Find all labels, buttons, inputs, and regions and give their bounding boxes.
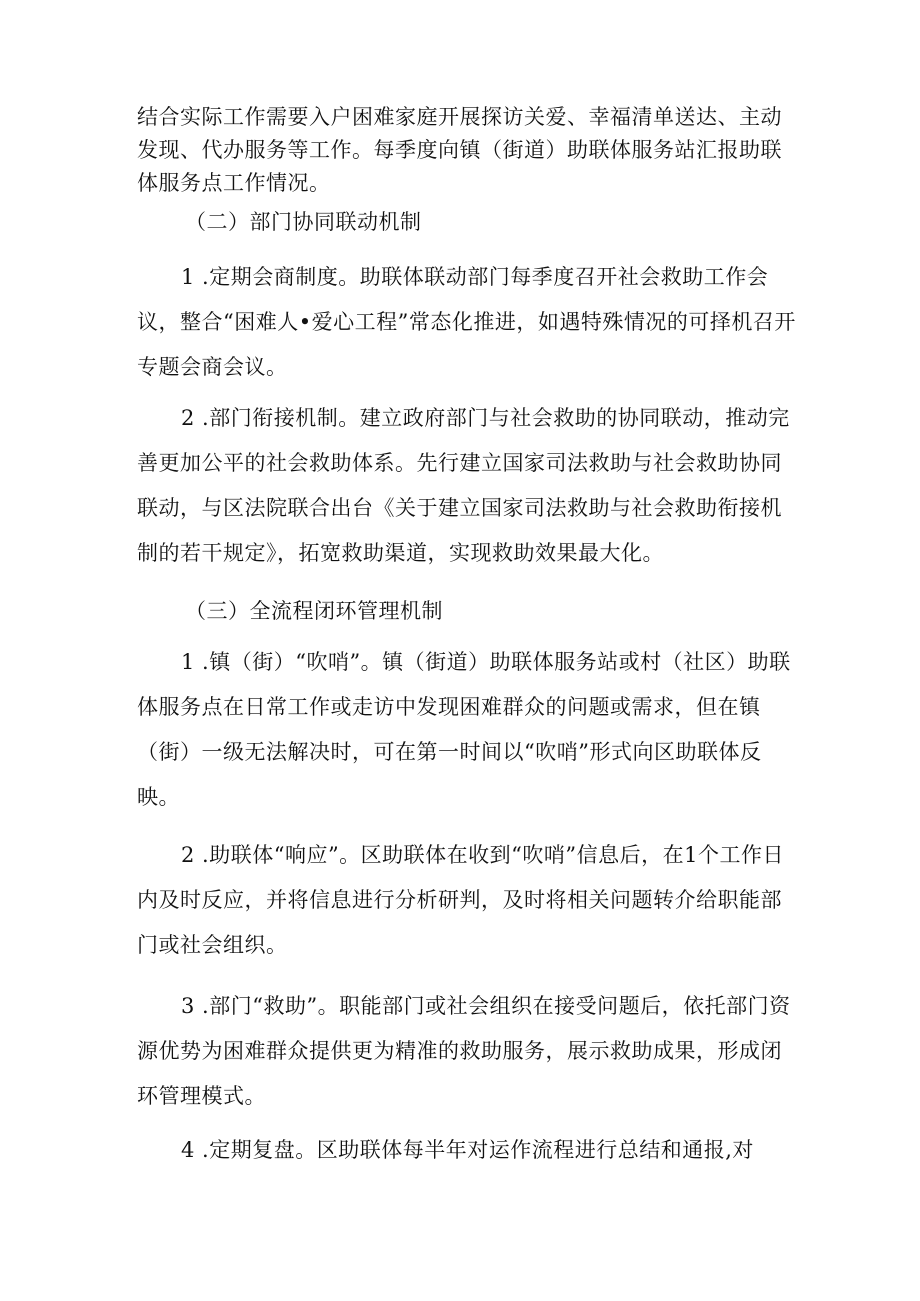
paragraph-3-2: 2 .助联体“响应”。区助联体在收到“吹哨”信息后，在1个工作日内及时反应，并将信息进行分析研判，及时将相关问题转介给职能部门或社会组织。 — [137, 843, 785, 957]
paragraph-3-4: 4 .定期复盘。区助联体每半年对运作流程进行总结和通报,对 — [181, 1138, 754, 1162]
paragraph-intro: 结合实际工作需要入户困难家庭开展探访关爱、幸福清单送达、主动发现、代办服务等工作。每季度向镇（街道）助联体服务站汇报助联体服务点工作情况。 — [137, 105, 782, 195]
section-heading-2: （二）部门协同联动机制 — [185, 210, 422, 234]
paragraph-2-2: 2 .部门衔接机制。建立政府部门与社会救助的协同联动，推动完善更加公平的社会救助体系。先行建立国家司法救助与社会救助协同联动，与区法院联合出台《关于建立国家司法救助与社会救助衔接机制的若干规定》，拓宽救助渠道，实现救助效果最大化。 — [137, 406, 790, 565]
paragraph-3-3: 3 .部门“救助”。职能部门或社会组织在接受问题后，依托部门资源优势为困难群众提供更为精准的救助服务，展示救助成果，形成闭环管理模式。 — [137, 994, 791, 1108]
paragraph-2-1: 1 .定期会商制度。助联体联动部门每季度召开社会救助工作会议，整合“困难人•爱心工程”常态化推进，如遇特殊情况的可择机召开专题会商会议。 — [137, 265, 796, 379]
section-heading-3: （三）全流程闭环管理机制 — [185, 599, 443, 623]
paragraph-3-1: 1 .镇（街）“吹哨”。镇（街道）助联体服务站或村（社区）助联体服务点在日常工作或走访中发现困难群众的问题或需求，但在镇（街）一级无法解决时，可在第一时间以“吹哨”形式向区助联体反映。 — [137, 650, 791, 809]
